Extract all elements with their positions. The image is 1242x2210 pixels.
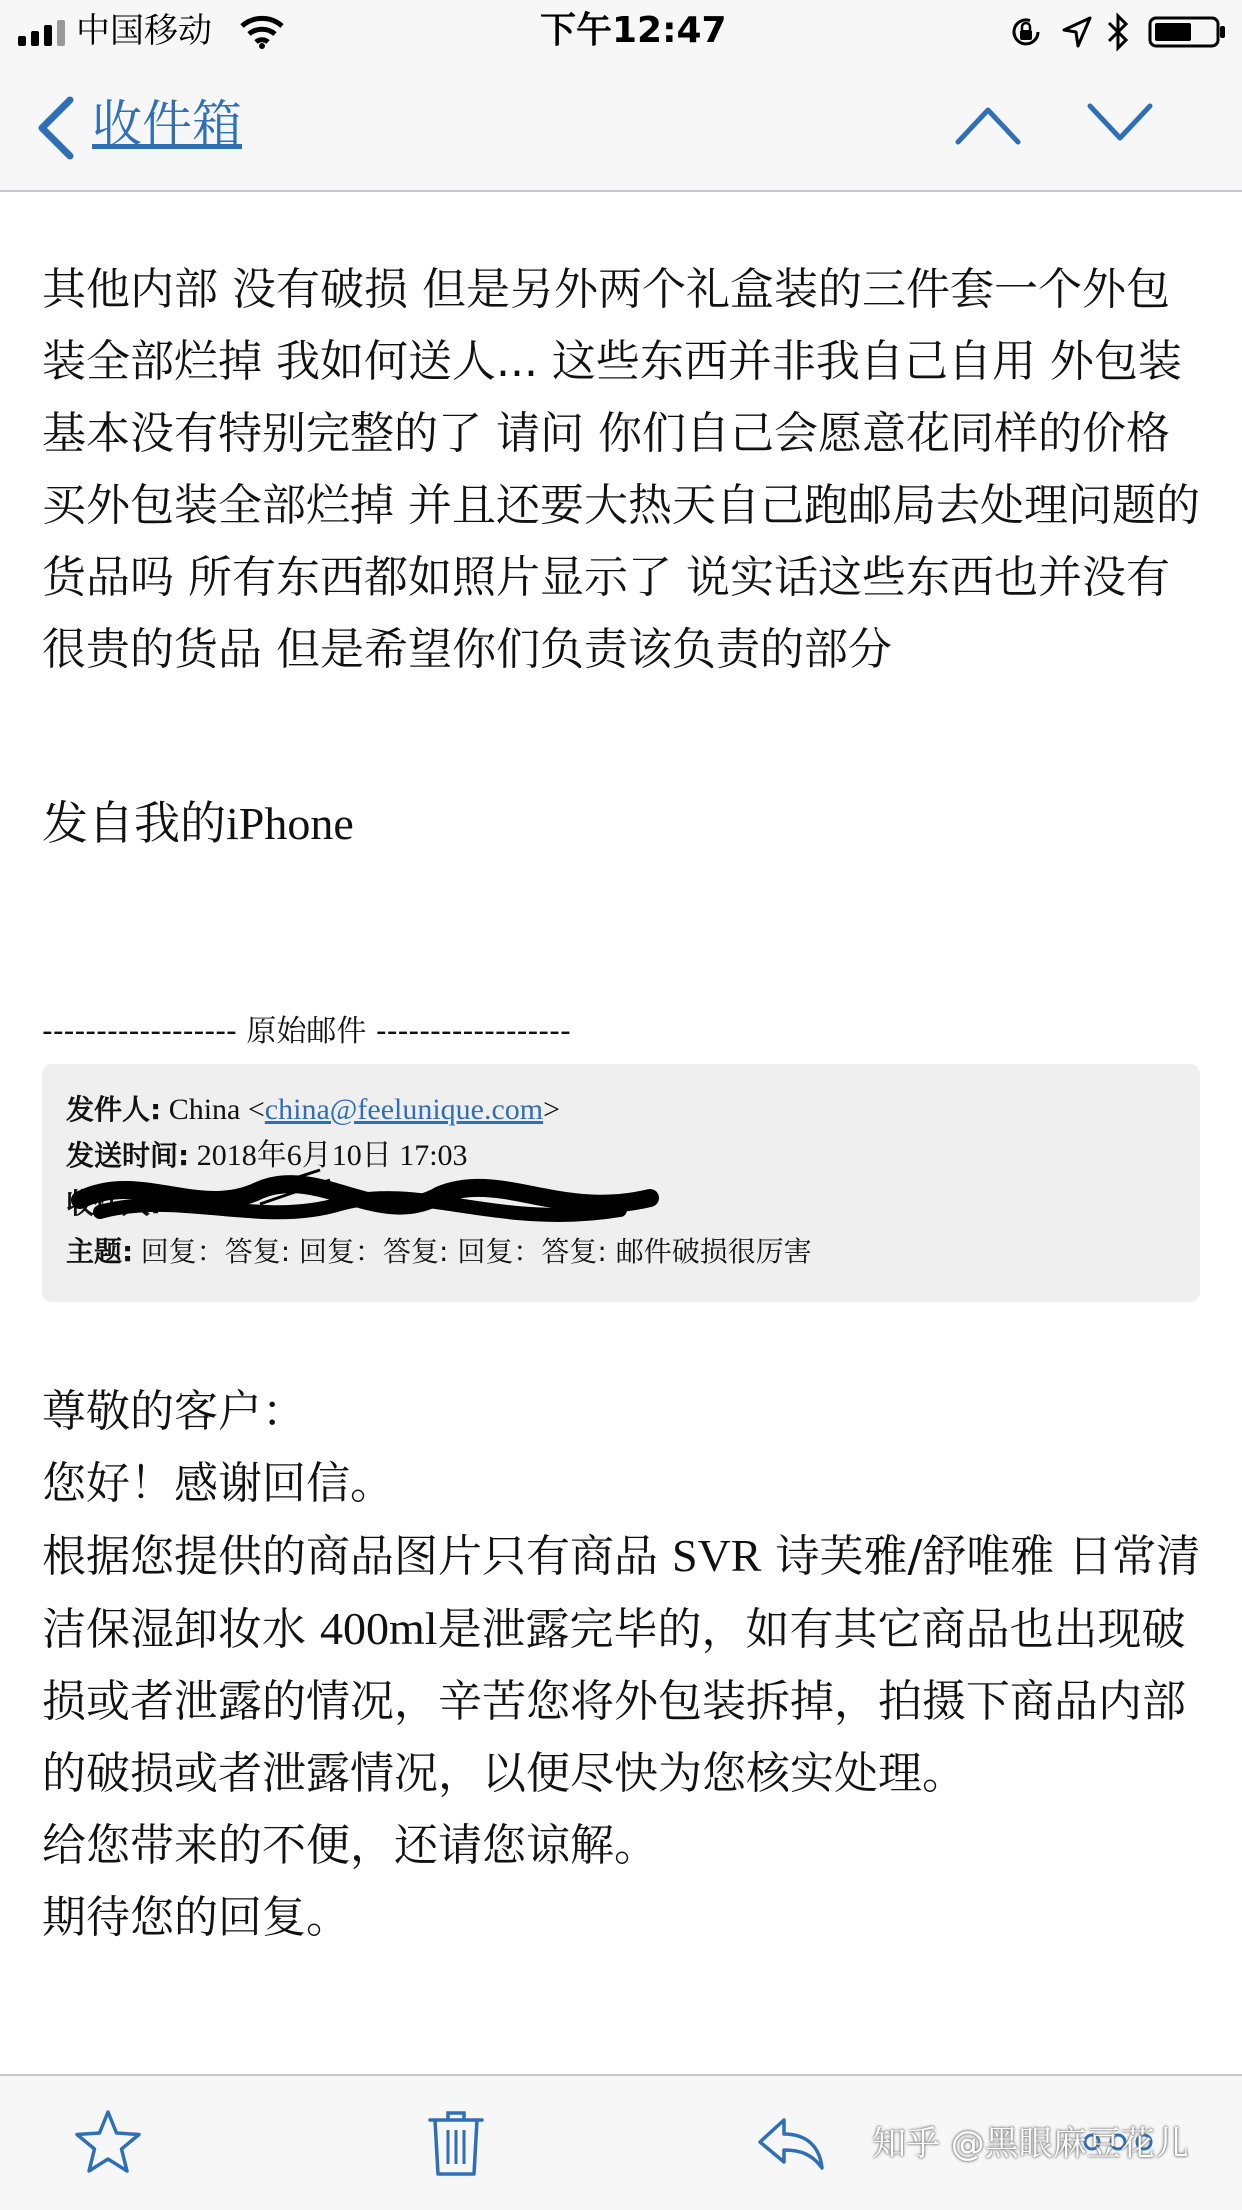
location-icon: [1062, 14, 1092, 50]
to-label: 收件人:: [66, 1187, 162, 1220]
from-email-link[interactable]: china@feelunique.com: [264, 1093, 544, 1126]
signal-icon: [18, 20, 70, 46]
back-chevron-icon[interactable]: [36, 96, 76, 160]
status-time: 下午12:47: [540, 10, 727, 51]
orientation-lock-icon: [1008, 14, 1044, 50]
from-label: 发件人:: [66, 1093, 162, 1126]
original-message-separator: ------------------ 原始邮件 ------------------: [42, 1014, 571, 1049]
date-label: 发送时间:: [66, 1139, 190, 1172]
watermark: 知乎 @黑眼麻豆花儿: [872, 2124, 1189, 2164]
mail-nav-bar: [0, 62, 1242, 192]
next-message-icon[interactable]: [1086, 102, 1154, 146]
reply-line-thanks: 您好！感谢回信。: [42, 1458, 394, 1509]
quoted-reply: [42, 1376, 1202, 1954]
reply-para-volume: 400ml: [320, 1603, 438, 1654]
message-signature: 发自我的iPhone: [42, 798, 354, 849]
redaction-scribble: [60, 1160, 660, 1240]
reply-para-svr: SVR: [672, 1530, 762, 1581]
original-from-row: [66, 1088, 560, 1132]
reply-para-e: 是泄露完毕的，如有其它商品也出现破损或者泄露的情况，辛苦您将外包装拆掉，拍摄下商品内部的破损或者泄露情况，以便尽快为您核实处理。: [42, 1604, 1186, 1799]
bluetooth-icon: [1106, 12, 1130, 52]
star-icon[interactable]: [72, 2106, 144, 2178]
reply-greeting: 尊敬的客户：: [42, 1386, 306, 1437]
carrier-name: 中国移动: [76, 11, 212, 51]
reply-line-closing: 期待您的回复。: [42, 1892, 350, 1943]
status-bar: [0, 0, 1242, 62]
battery-icon: [1148, 14, 1228, 50]
subject-value: 回复：答复: 回复：答复: 回复：答复: 邮件破损很厉害: [140, 1235, 812, 1268]
original-subject-row: [66, 1230, 812, 1274]
subject-label: 主题:: [66, 1235, 134, 1268]
trash-icon[interactable]: [420, 2106, 492, 2178]
date-value: 2018年6月10日 17:03: [196, 1139, 468, 1172]
reply-para-a: 根据您提供的商品图片只有商品: [42, 1531, 672, 1582]
reply-line-apology: 给您带来的不便，还请您谅解。: [42, 1820, 658, 1871]
from-name: China <: [168, 1093, 265, 1126]
reply-paragraph: [42, 1520, 1202, 1810]
message-body: 其他内部 没有破损 但是另外两个礼盒装的三件套一个外包装全部烂掉 我如何送人... 这些东西并非我自己自用 外包装基本没有特别完整的了 请问 你们自己会愿意花同样的价格买外包装全部烂掉 并且还要大热天自己跑邮局去处理问题的货品吗 所有东西都如照片显示了 说实话这些东西也并没有很贵的货品 但是希望你们负责该负责的部分: [42, 264, 1200, 675]
wifi-icon: [238, 14, 286, 50]
reply-icon[interactable]: [754, 2106, 826, 2178]
from-close: >: [543, 1093, 561, 1126]
inbox-back-button[interactable]: 收件箱: [92, 95, 242, 153]
reply-para-c: 诗芙雅/舒唯雅 日常清洁保湿卸妆水: [42, 1531, 1201, 1655]
previous-message-icon[interactable]: [954, 102, 1022, 146]
